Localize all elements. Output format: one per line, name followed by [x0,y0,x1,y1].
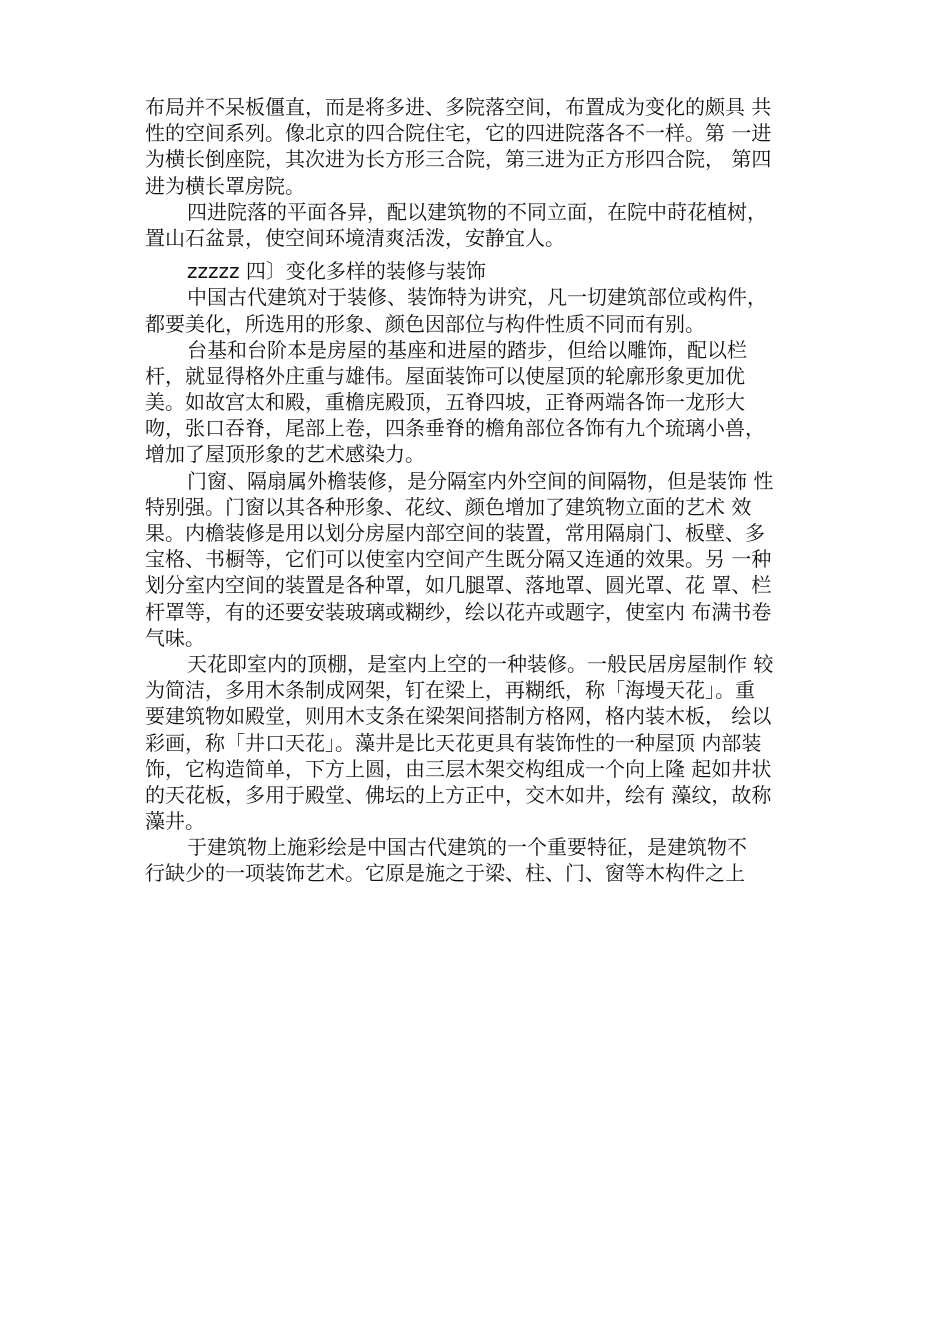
text-line: 门窗、隔扇属外檐装修，是分隔室内外空间的间隔物，但是装饰 性 [187,468,774,493]
text-line: 气味。 [145,625,205,650]
paragraph-doors [145,468,817,651]
paragraph-platform [145,337,817,468]
text-line: 杆，就显得格外庄重与雄伟。屋面装饰可以使屋顶的轮廓形象更加优 [145,363,745,388]
text-line: 都要美化，所选用的形象、颜色因部位与构件性质不同而有别。 [145,311,705,336]
text-line: 要建筑物如殿堂，则用木支条在梁架间搭制方格网，格内装木板， 绘以 [145,704,772,729]
text-line: 杆罩等，有的还要安装玻璃或糊纱，绘以花卉或题字，使室内 布满书卷 [145,599,772,624]
text-line: 增加了屋顶形象的艺术感染力。 [145,442,425,467]
text-line: 中国古代建筑对于装修、装饰特为讲究，凡一切建筑部位或构件， [187,285,767,310]
paragraph-painting [145,834,817,886]
text-line: 果。内檐装修是用以划分房屋内部空间的装置，常用隔扇门、板壁、多 [145,521,765,545]
text-line: 的天花板，多用于殿堂、佛坛的上方正中，交木如井，绘有 藻纹，故称 [145,782,772,807]
section-heading [145,258,817,284]
paragraph-layout [145,94,817,199]
text-line: 置山石盆景，使空间环境清爽活泼，安静宜人。 [145,225,565,250]
text-line: 性的空间系列。像北京的四合院住宅，它的四进院落各不一样。第 一进 [145,121,772,146]
heading-line: zzzzz 四〕变化多样的装修与装饰 [187,259,486,284]
text-line: 饰，它构造简单，下方上圆，由三层木架交构组成一个向上隆 起如井状 [145,756,772,781]
text-line: 特别强。门窗以其各种形象、花纹、颜色增加了建筑物立面的艺术 效 [145,494,752,519]
text-line: 于建筑物上施彩绘是中国古代建筑的一个重要特征，是建筑物不 [187,835,747,860]
text-line: 吻，张口吞脊，尾部上卷，四条垂脊的檐角部位各饰有九个琉璃小兽， [145,416,765,441]
text-line: 藻井。 [145,809,205,834]
text-line: 宝格、书橱等，它们可以使室内空间产生既分隔又连通的效果。另 一种 [145,547,772,572]
text-line: 进为横长罩房院。 [145,173,305,198]
text-line: 天花即室内的顶棚，是室内上空的一种装修。一般民居房屋制作 较 [187,651,774,676]
text-line: 为横长倒座院，其次进为长方形三合院，第三进为正方形四合院， 第四 [145,147,772,172]
text-line: 彩画，称「井口天花」。藻井是比天花更具有装饰性的一种屋顶 内部装 [145,730,762,755]
document-body [145,94,817,887]
text-line: 台基和台阶本是房屋的基座和进屋的踏步，但给以雕饰，配以栏 [187,337,747,362]
text-line: 四进院落的平面各异，配以建筑物的不同立面，在院中莳花植树， [187,199,767,224]
text-line: 美。如故宫太和殿，重檐庑殿顶，五脊四坡，正脊两端各饰一龙形大 [145,390,745,415]
paragraph-courtyards [145,199,817,251]
text-line: 行缺少的一项装饰艺术。它原是施之于梁、柱、门、窗等木构件之上 [145,861,745,886]
paragraph-ceiling [145,651,817,834]
paragraph-decoration [145,284,817,336]
text-line: 为简洁，多用木条制成网架，钉在梁上，再糊纸，称「海墁天花」。重 [145,678,755,703]
text-line: 布局并不呆板僵直，而是将多进、多院落空间，布置成为变化的颇具 共 [145,95,772,119]
text-line: 划分室内空间的装置是各种罩，如几腿罩、落地罩、圆光罩、花 罩、栏 [145,573,772,598]
